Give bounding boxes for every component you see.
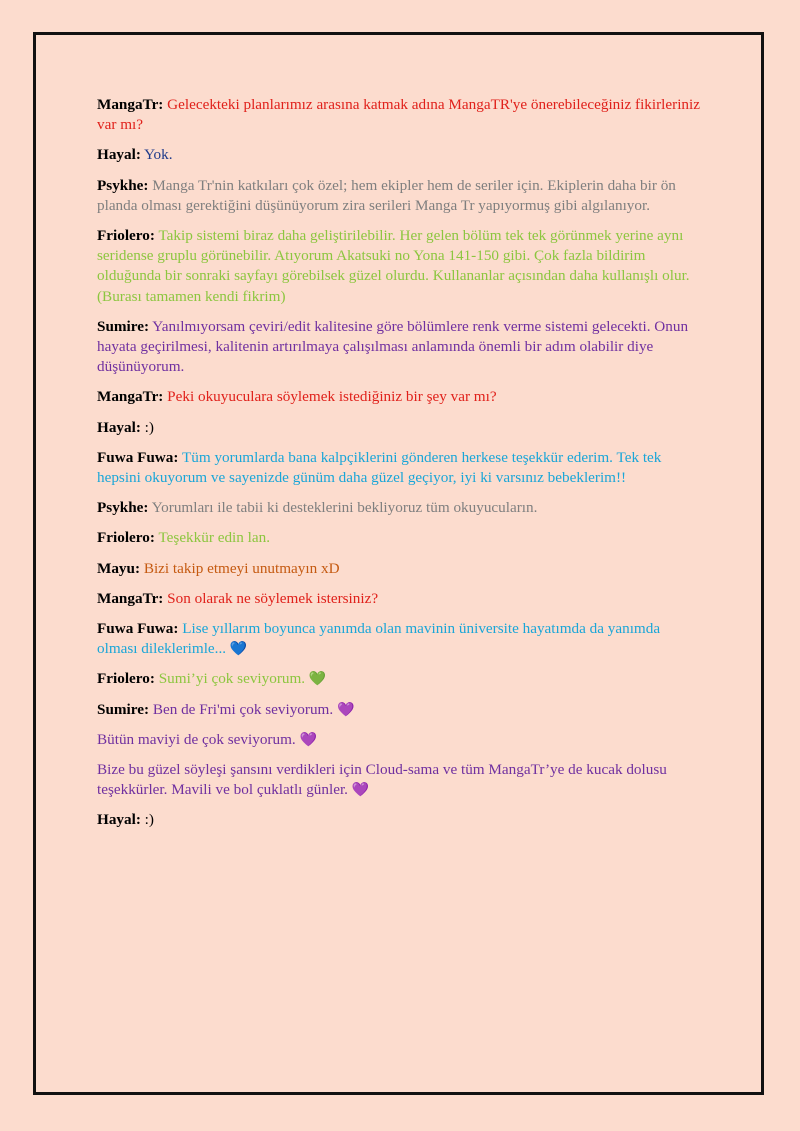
line-text: Teşekkür edin lan. xyxy=(158,529,270,547)
blue-heart-icon: 💙 xyxy=(229,641,248,658)
speaker-name: Fuwa Fuwa: xyxy=(97,448,179,466)
speaker-name: Hayal: xyxy=(97,418,141,436)
line-text: Ben de Fri'mi çok seviyorum. xyxy=(152,700,334,718)
dialogue-line xyxy=(97,418,702,438)
dialogue-line xyxy=(97,669,702,689)
dialogue-line xyxy=(97,730,702,750)
dialogue-line xyxy=(97,559,702,579)
dialogue-line xyxy=(97,700,702,720)
line-text: Sumi’yi çok seviyorum. xyxy=(158,670,306,688)
speaker-name: Friolero: xyxy=(97,227,155,245)
green-heart-icon: 💚 xyxy=(308,671,327,688)
line-text: Yanılmıyorsam çeviri/edit kalitesine göre bölümlere renk verme sistemi gelecekti. Onun hayata geçirilmesi, kalitenin artırılmaya çalışılması anlamında önemli bir adım olabilir diye düşünüyorum. xyxy=(97,317,689,376)
interview-body xyxy=(97,95,702,841)
speaker-name: Hayal: xyxy=(97,811,141,829)
dialogue-line xyxy=(97,528,702,548)
speaker-name: Sumire: xyxy=(97,317,150,335)
line-text: Tüm yorumlarda bana kalpçiklerini gönderen herkese teşekkür ederim. Tek tek hepsini okuyorum ve sayenizde günüm daha güzel geçiyor, iyi ki varsınız bebeklerim!! xyxy=(97,448,662,487)
speaker-name: Fuwa Fuwa: xyxy=(97,620,179,638)
speaker-name: MangaTr: xyxy=(97,589,164,607)
line-text: Manga Tr'nin katkıları çok özel; hem ekipler hem de seriler için. Ekiplerin daha bir ön planda olması gerektiğini düşünüyorum zira serileri Manga Tr yapıyormuş gibi algılanıyor. xyxy=(97,176,676,214)
line-text: Bütün maviyi de çok seviyorum. xyxy=(97,730,296,748)
line-text: Peki okuyuculara söylemek istediğiniz bir şey var mı? xyxy=(167,388,497,406)
speaker-name: MangaTr: xyxy=(97,388,164,406)
dialogue-line xyxy=(97,498,702,518)
speaker-name: Friolero: xyxy=(97,529,155,547)
line-text: :) xyxy=(144,811,154,829)
dialogue-line xyxy=(97,448,702,488)
speaker-name: Friolero: xyxy=(97,670,155,688)
line-text: Yorumları ile tabii ki desteklerini bekliyoruz tüm okuyucuların. xyxy=(151,499,538,517)
line-text: Gelecekteki planlarımız arasına katmak adına MangaTR'ye önerebileceğiniz fikirleriniz var mı? xyxy=(97,96,700,134)
dialogue-line xyxy=(97,317,702,378)
speaker-name: Psykhe: xyxy=(97,499,149,517)
purple-heart-icon: 💜 xyxy=(336,701,355,718)
speaker-name: Hayal: xyxy=(97,146,141,164)
speaker-name: Psykhe: xyxy=(97,176,149,194)
dialogue-line xyxy=(97,95,702,135)
line-text: Bize bu güzel söyleşi şansını verdikleri için Cloud-sama ve tüm MangaTr’ye de kucak dolusu teşekkürler. Mavili ve bol çuklatlı günler. xyxy=(97,761,667,799)
line-text: Lise yıllarım boyunca yanımda olan mavinin üniversite hayatımda da yanımda olması dileklerimle... xyxy=(97,620,661,658)
dialogue-line xyxy=(97,619,702,659)
line-text: Son olarak ne söylemek istersiniz? xyxy=(167,589,379,607)
line-text: Takip sistemi biraz daha geliştirilebilir. Her gelen bölüm tek tek görünmek yerine aynı seridense gruplu görünebilir. Atıyorum Akatsuki no Yona 141-150 gibi. Çok fazla bildirim olduğunda bir sonraki sayfayı görebilsek güzel olurdu. Kullananlar açısından daha kullanışlı olur. (Burası tamamen kendi fikrim) xyxy=(97,227,690,305)
dialogue-line xyxy=(97,589,702,609)
line-text: Yok. xyxy=(144,146,173,164)
dialogue-line xyxy=(97,760,702,800)
dialogue-line xyxy=(97,387,702,407)
dialogue-line xyxy=(97,176,702,216)
purple-heart-icon: 💜 xyxy=(351,782,370,799)
purple-heart-icon: 💜 xyxy=(299,731,317,748)
speaker-name: Mayu: xyxy=(97,559,141,577)
line-text: :) xyxy=(144,418,154,436)
dialogue-line xyxy=(97,810,702,830)
dialogue-line xyxy=(97,145,702,165)
dialogue-line xyxy=(97,226,702,307)
speaker-name: MangaTr: xyxy=(97,96,164,113)
line-text: Bizi takip etmeyi unutmayın xD xyxy=(143,559,340,577)
speaker-name: Sumire: xyxy=(97,700,150,718)
